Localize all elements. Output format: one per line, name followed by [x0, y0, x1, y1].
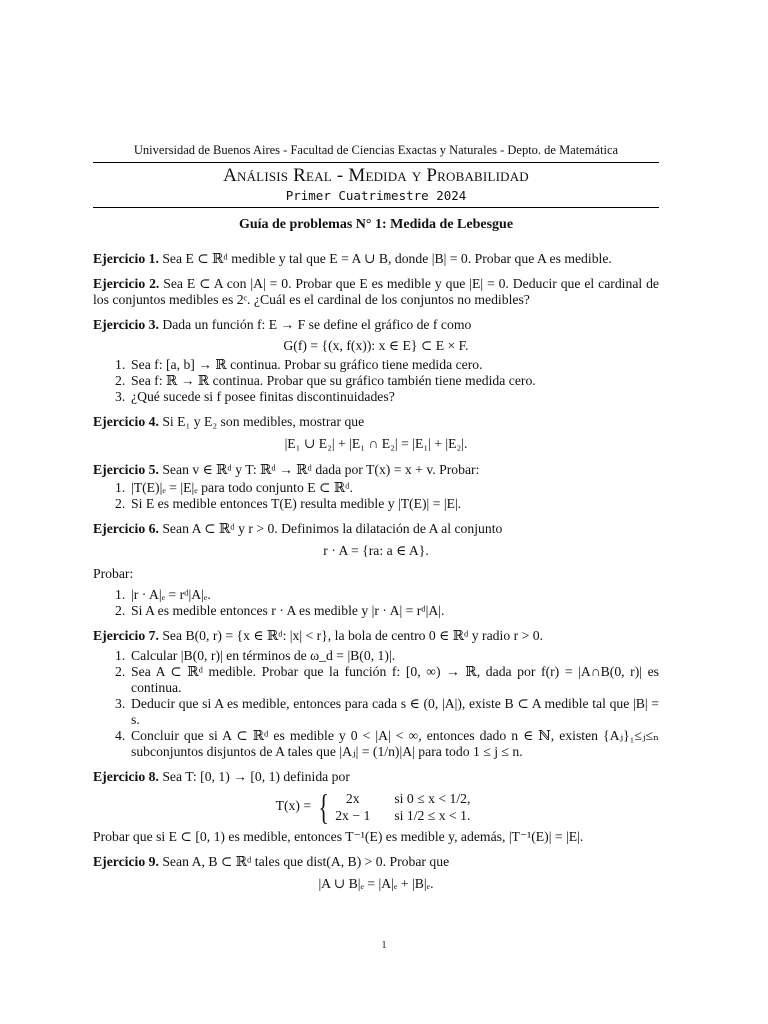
top-rule: [93, 162, 659, 163]
exercise-6: [93, 521, 659, 537]
exercise-6-items: [93, 587, 659, 619]
dilation-equation: r · A = {ra: a ∈ A}.: [323, 543, 429, 558]
exercise-text: Sea T: [0, 1) → [0, 1) definida por: [162, 769, 350, 784]
exercise-label: Ejercicio 1.: [93, 251, 159, 266]
exercise-label: Ejercicio 4.: [93, 414, 159, 429]
exercise-text: Sea E ⊂ A con |A| = 0. Probar que E es medible y que |E| = 0. Deducir que el cardinal de los conjuntos medibles es 2ᶜ. ¿Cuál es el cardinal de los conjuntos no medibles?: [93, 276, 659, 307]
exercise-label: Ejercicio 6.: [93, 521, 159, 536]
distance-equation: |A ∪ B|ₑ = |A|ₑ + |B|ₑ.: [318, 876, 434, 891]
exercise-text: Sea B(0, r) = {x ∈ ℝᵈ: |x| < r}, la bola de centro 0 ∈ ℝᵈ y radio r > 0.: [162, 628, 543, 643]
list-item: 3. ¿Qué sucede si f posee finitas discontinuidades?: [115, 389, 395, 404]
table-row: [335, 790, 476, 807]
exercise-text: Sean A, B ⊂ ℝᵈ tales que dist(A, B) > 0. Probar que: [162, 854, 450, 869]
bottom-rule: [93, 207, 659, 208]
exercise-label: Ejercicio 9.: [93, 854, 159, 869]
list-item: 1. |T(E)|ₑ = |E|ₑ para todo conjunto E ⊂ ℝᵈ.: [115, 480, 353, 495]
course-title: Análisis Real - Medida y Probabilidad: [223, 165, 529, 186]
exercise-text: Sea E ⊂ ℝᵈ medible y tal que E = A ∪ B, donde |B| = 0. Probar que A es medible.: [162, 251, 612, 266]
exercise-5: [93, 462, 659, 478]
exercise-label: Ejercicio 5.: [93, 462, 159, 477]
left-brace-icon: {: [317, 787, 329, 827]
page-body: [93, 140, 659, 893]
exercise-label: Ejercicio 3.: [93, 317, 159, 332]
exercise-text: Dada un función f: E → F se define el gráfico de f como: [162, 317, 472, 332]
probar-label: Probar:: [93, 566, 134, 581]
semester-subtitle: Primer Cuatrimestre 2024: [285, 188, 467, 203]
page-number: 1: [381, 940, 387, 951]
list-item: 3. Deducir que si A es medible, entonces para cada s ∈ (0, |A|), existe B ⊂ A medible tal que |B| = s.: [115, 696, 659, 727]
table-row: [335, 807, 476, 824]
case-expr: 2x − 1: [335, 808, 371, 823]
exercise-9: [93, 854, 659, 870]
exercise-3: [93, 317, 659, 333]
exercise-1: [93, 251, 659, 267]
case-expr: 2x: [345, 791, 360, 806]
exercise-text: Si E₁ y E₂ son medibles, mostrar que: [162, 414, 365, 429]
exercise-2: [93, 276, 659, 308]
list-item: 1. Sea f: [a, b] → ℝ continua. Probar su gráfico tiene medida cero.: [115, 357, 483, 372]
list-item: 1. Calcular |B(0, r)| en términos de ω_d = |B(0, 1)|.: [115, 648, 396, 663]
exercise-3-items: [93, 357, 659, 405]
exercise-8: [93, 769, 659, 785]
case-condition: si 1/2 ≤ x < 1.: [394, 808, 471, 823]
exercise-8-conclusion: Probar que si E ⊂ [0, 1) es medible, entonces T⁻¹(E) es medible y, además, |T⁻¹(E)| = |E|.: [93, 829, 584, 844]
list-item: 2. Si E es medible entonces T(E) resulta medible y |T(E)| = |E|.: [115, 496, 462, 511]
list-item: 2. Sea A ⊂ ℝᵈ medible. Probar que la función f: [0, ∞) → ℝ, dada por f(r) = |A∩B(0, r)| es continua.: [115, 664, 659, 695]
exercise-7: [93, 628, 659, 644]
exercise-text: Sean v ∈ ℝᵈ y T: ℝᵈ → ℝᵈ dada por T(x) = x + v. Probar:: [162, 462, 480, 477]
piecewise-definition: [93, 789, 659, 825]
list-item: 1. |r · A|ₑ = rᵈ|A|ₑ.: [115, 587, 211, 602]
exercise-7-items: [93, 648, 659, 760]
piecewise-lhs: T(x) =: [275, 798, 312, 814]
institution-header: Universidad de Buenos Aires - Facultad de Ciencias Exactas y Naturales - Depto. de Matemática: [133, 143, 619, 157]
list-item: 4. Concluir que si A ⊂ ℝᵈ es medible y 0 < |A| < ∞, entonces dado n ∈ ℕ, existen {Aⱼ}₁≤ⱼ≤ₙ subconjuntos disjuntos de A tales que |Aⱼ| = (1/n)|A| para todo 1 ≤ j ≤ n.: [115, 728, 659, 759]
case-condition: si 0 ≤ x < 1/2,: [394, 791, 471, 806]
list-item: 2. Sea f: ℝ → ℝ continua. Probar que su gráfico también tiene medida cero.: [115, 373, 536, 388]
graph-equation: G(f) = {(x, f(x)): x ∈ E} ⊂ E × F.: [283, 338, 469, 353]
exercise-label: Ejercicio 7.: [93, 628, 159, 643]
union-equation: |E₁ ∪ E₂| + |E₁ ∩ E₂| = |E₁| + |E₂|.: [284, 436, 468, 451]
exercise-label: Ejercicio 2.: [93, 276, 160, 291]
exercise-text: Sean A ⊂ ℝᵈ y r > 0. Definimos la dilatación de A al conjunto: [162, 521, 503, 536]
guide-title: Guía de problemas N° 1: Medida de Lebesgue: [238, 217, 514, 232]
list-item: 2. Si A es medible entonces r · A es medible y |r · A| = rᵈ|A|.: [115, 603, 445, 618]
exercise-label: Ejercicio 8.: [93, 769, 159, 784]
exercise-4: [93, 414, 659, 430]
piecewise-cases: [335, 790, 476, 824]
exercise-5-items: [93, 480, 659, 512]
